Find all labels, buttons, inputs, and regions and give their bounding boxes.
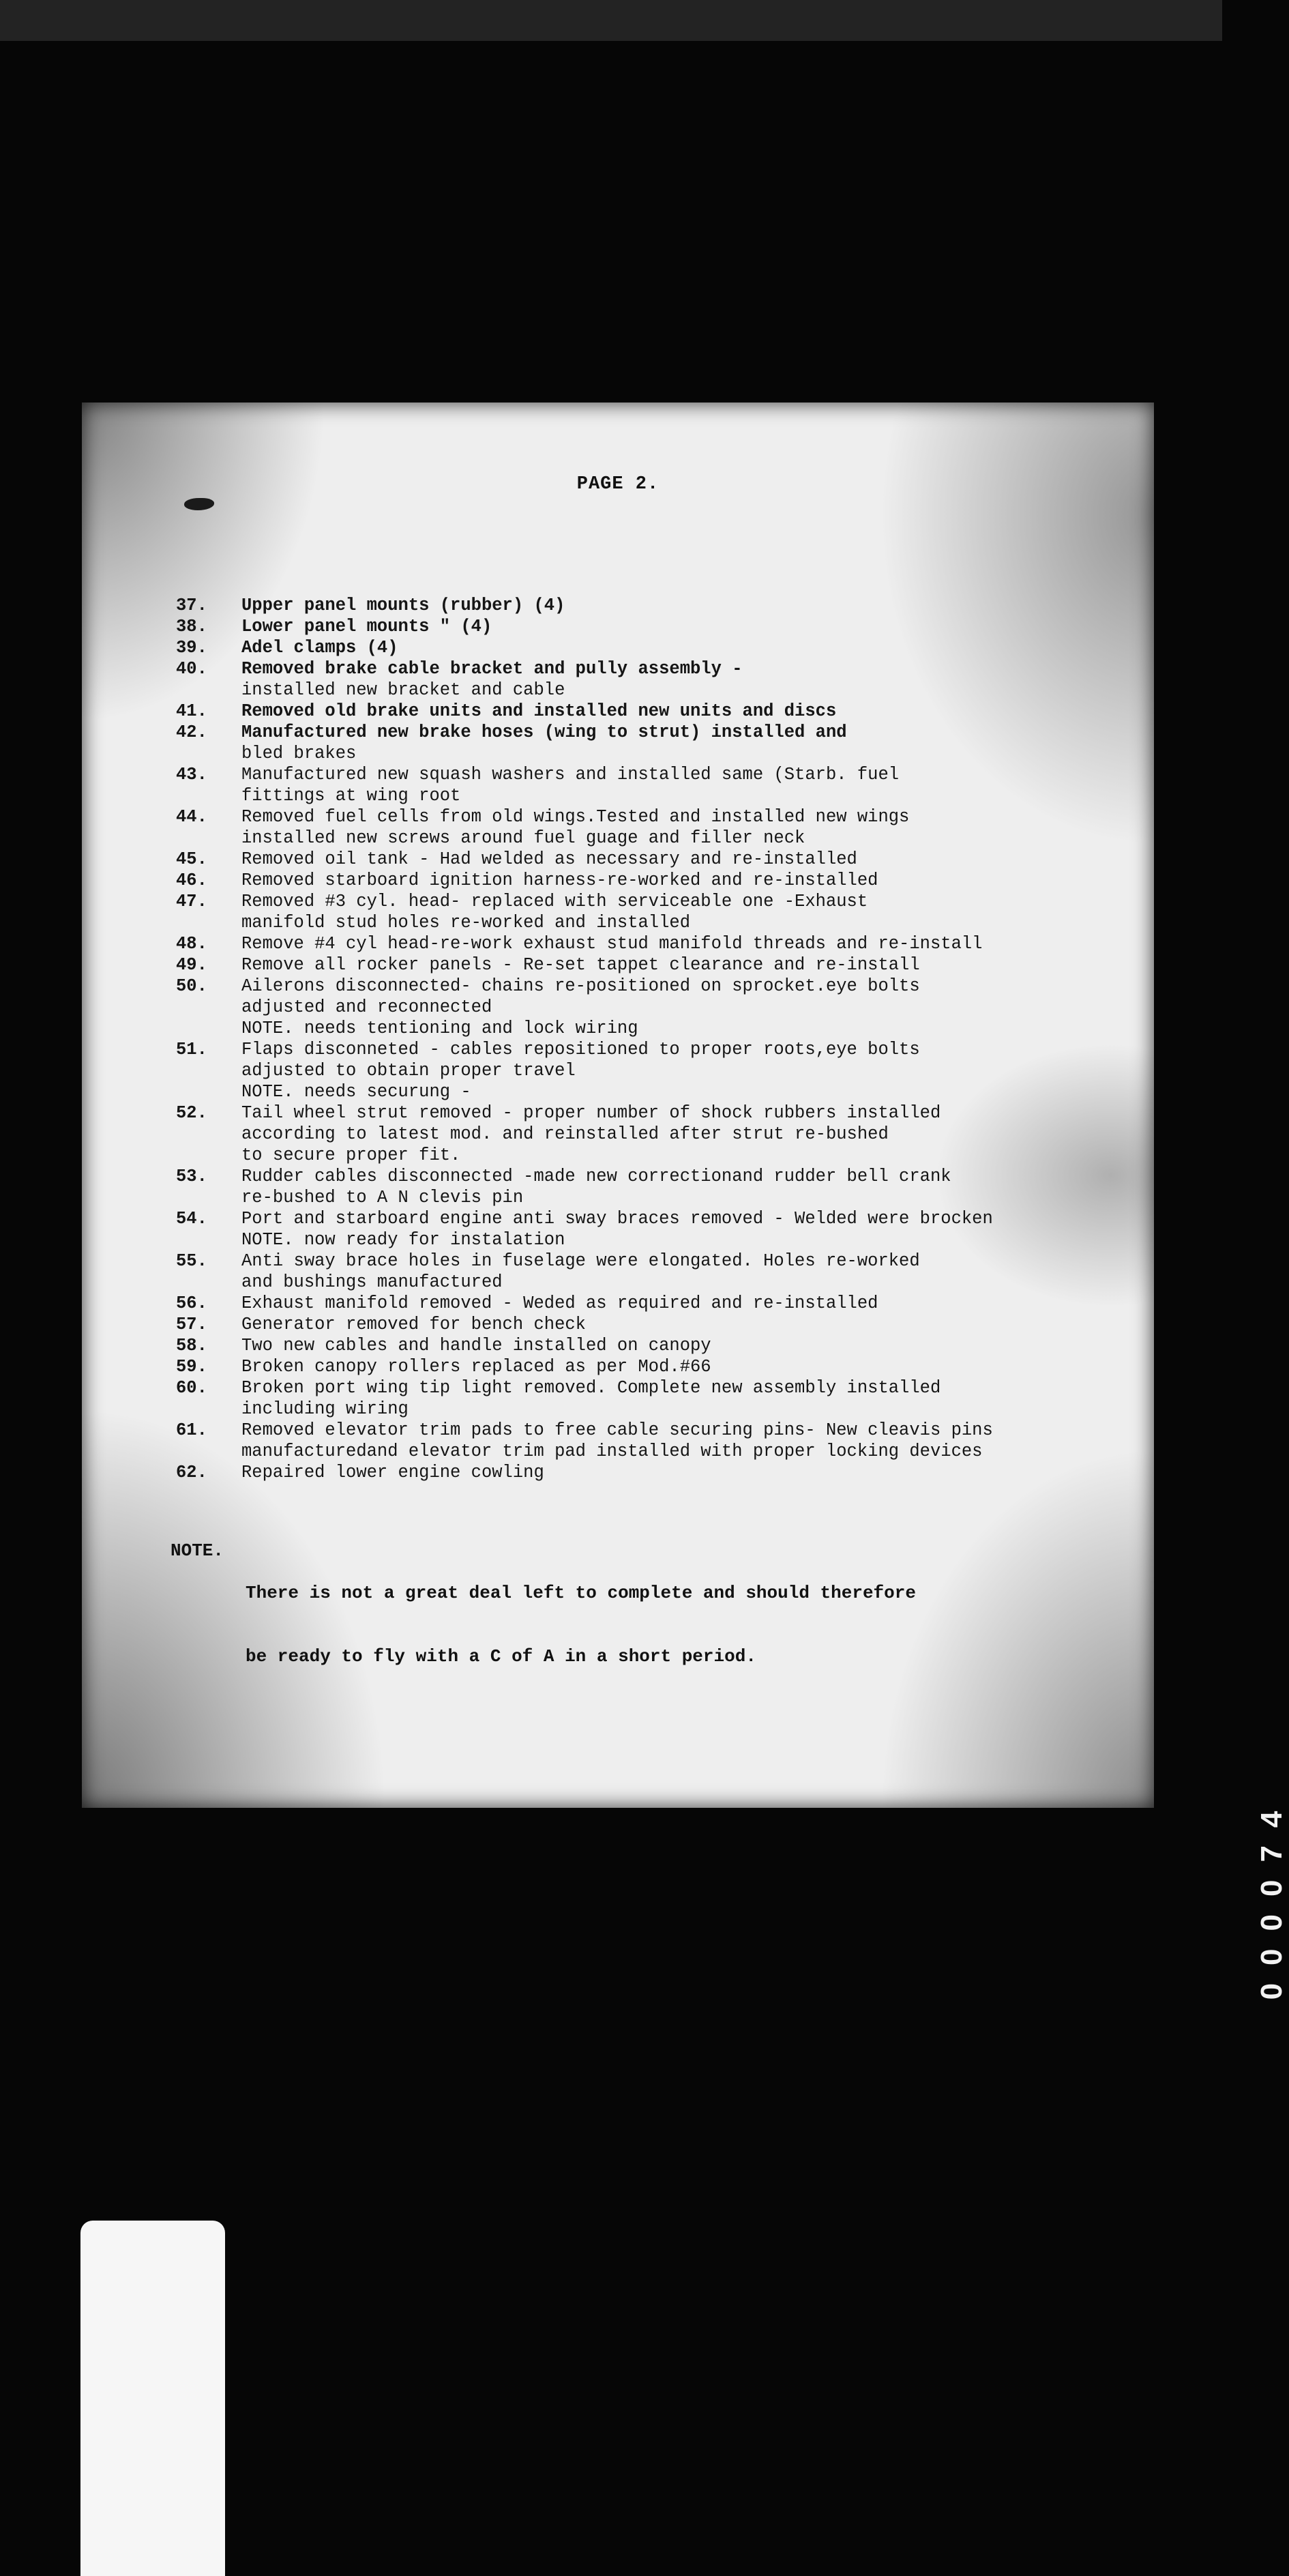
item-number: 55. — [176, 1251, 207, 1271]
item-number: 57. — [176, 1315, 207, 1334]
work-item — [176, 891, 1131, 933]
item-line: Upper panel mounts (rubber) (4) — [241, 596, 565, 615]
item-line: Port and starboard engine anti sway braces removed - Welded were brocken — [241, 1209, 993, 1229]
item-number: 47. — [176, 892, 207, 911]
item-number: 38. — [176, 617, 207, 636]
work-item — [176, 1420, 1131, 1462]
closing-note — [171, 1540, 1125, 1710]
item-line: re-bushed to A N clevis pin — [241, 1188, 524, 1208]
item-text — [241, 1208, 1131, 1250]
item-text — [241, 1039, 1131, 1102]
item-text — [241, 1166, 1131, 1208]
page-title: PAGE 2. — [576, 474, 660, 495]
item-line: including wiring — [241, 1399, 409, 1419]
work-item — [176, 658, 1131, 701]
item-line: Repaired lower engine cowling — [241, 1463, 544, 1482]
work-items-list — [176, 595, 1131, 1483]
item-text — [241, 764, 1131, 806]
item-line: fittings at wing root — [241, 786, 461, 806]
item-line: Ailerons disconnected- chains re-positioned on sprocket.eye bolts — [241, 976, 920, 996]
item-text — [241, 1314, 1131, 1335]
item-line: and bushings manufactured — [241, 1272, 503, 1292]
item-line: Manufactured new brake hoses (wing to strut) installed and — [241, 722, 847, 742]
work-item — [176, 764, 1131, 806]
item-line: Adel clamps (4) — [241, 638, 398, 658]
work-item — [176, 933, 1131, 954]
item-line: Remove all rocker panels - Re-set tappet clearance and re-install — [241, 955, 920, 975]
item-line: Flaps disconneted - cables repositioned to proper roots,eye bolts — [241, 1040, 920, 1059]
item-text — [241, 701, 1131, 722]
item-line: Broken canopy rollers replaced as per Mod.#66 — [241, 1357, 711, 1377]
item-line: Tail wheel strut removed - proper number of shock rubbers installed — [241, 1103, 941, 1123]
work-item — [176, 701, 1131, 722]
work-item — [176, 976, 1131, 1039]
item-text — [241, 616, 1131, 637]
item-line: Generator removed for bench check — [241, 1315, 586, 1334]
item-number: 41. — [176, 701, 207, 721]
item-number: 62. — [176, 1463, 207, 1482]
item-number: 49. — [176, 955, 207, 975]
work-item — [176, 1335, 1131, 1356]
film-frame-number-text: 000074 — [1255, 1793, 1288, 2000]
item-line: Removed brake cable bracket and pully assembly - — [241, 659, 743, 679]
work-item — [176, 1462, 1131, 1483]
item-number: 52. — [176, 1103, 207, 1123]
work-item — [176, 954, 1131, 976]
item-number: 51. — [176, 1040, 207, 1059]
item-line: bled brakes — [241, 744, 357, 763]
work-item — [176, 637, 1131, 658]
item-line: Remove #4 cyl head-re-work exhaust stud manifold threads and re-install — [241, 934, 983, 954]
item-text — [241, 1293, 1131, 1314]
work-item — [176, 1356, 1131, 1377]
item-number: 56. — [176, 1293, 207, 1313]
item-line: Removed oil tank - Had welded as necessary and re-installed — [241, 849, 857, 869]
item-line: to secure proper fit. — [241, 1145, 461, 1165]
item-text — [241, 722, 1131, 764]
item-number: 44. — [176, 807, 207, 827]
item-number: 46. — [176, 870, 207, 890]
item-line: Broken port wing tip light removed. Complete new assembly installed — [241, 1378, 941, 1398]
item-text — [241, 954, 1131, 976]
item-line: Removed fuel cells from old wings.Tested and installed new wings — [241, 807, 910, 827]
item-number: 53. — [176, 1167, 207, 1186]
ink-blot — [184, 498, 214, 510]
item-line: Anti sway brace holes in fuselage were elongated. Holes re-worked — [241, 1251, 920, 1271]
item-text — [241, 637, 1131, 658]
item-text — [241, 595, 1131, 616]
item-line: Removed old brake units and installed new units and discs — [241, 701, 837, 721]
item-text — [241, 1250, 1131, 1293]
work-item — [176, 1102, 1131, 1166]
item-number: 50. — [176, 976, 207, 996]
film-leader-mark — [80, 2221, 225, 2576]
item-line: installed new screws around fuel guage and filler neck — [241, 828, 805, 848]
item-text — [241, 806, 1131, 849]
work-item — [176, 1293, 1131, 1314]
item-text — [241, 1462, 1131, 1483]
document-page — [82, 402, 1154, 1808]
work-item — [176, 616, 1131, 637]
item-number: 45. — [176, 849, 207, 869]
item-line: Removed elevator trim pads to free cable securing pins- New cleavis pins — [241, 1420, 993, 1440]
item-line: Lower panel mounts " (4) — [241, 617, 492, 636]
item-text — [241, 658, 1131, 701]
item-line: NOTE. needs securung - — [241, 1082, 471, 1102]
item-number: 42. — [176, 722, 207, 742]
item-line: Two new cables and handle installed on canopy — [241, 1336, 711, 1356]
item-line: NOTE. now ready for instalation — [241, 1230, 565, 1250]
item-number: 59. — [176, 1357, 207, 1377]
work-item — [176, 1166, 1131, 1208]
work-item — [176, 1250, 1131, 1293]
item-number: 58. — [176, 1336, 207, 1356]
item-line: manufacturedand elevator trim pad installed with proper locking devices — [241, 1441, 983, 1461]
item-text — [241, 933, 1131, 954]
item-text — [241, 1335, 1131, 1356]
item-text — [241, 891, 1131, 933]
note-line: There is not a great deal left to complete and should therefore — [246, 1583, 916, 1603]
item-line: Removed #3 cyl. head- replaced with serviceable one -Exhaust — [241, 892, 868, 911]
work-item — [176, 806, 1131, 849]
item-text — [241, 849, 1131, 870]
item-line: Manufactured new squash washers and installed same (Starb. fuel — [241, 765, 900, 785]
item-text — [241, 1377, 1131, 1420]
item-line: NOTE. needs tentioning and lock wiring — [241, 1019, 638, 1038]
item-number: 37. — [176, 596, 207, 615]
item-text — [241, 976, 1131, 1039]
work-item — [176, 849, 1131, 870]
item-text — [241, 1102, 1131, 1166]
film-frame-number — [1153, 1774, 1288, 2019]
work-item — [176, 1377, 1131, 1420]
item-line: installed new bracket and cable — [241, 680, 565, 700]
note-text — [246, 1540, 1125, 1710]
work-item — [176, 722, 1131, 764]
item-line: adjusted to obtain proper travel — [241, 1061, 576, 1081]
note-label: NOTE. — [171, 1540, 224, 1561]
item-number: 48. — [176, 934, 207, 954]
item-text — [241, 870, 1131, 891]
work-item — [176, 1039, 1131, 1102]
note-line: be ready to fly with a C of A in a short period. — [246, 1646, 756, 1667]
item-number: 43. — [176, 765, 207, 785]
item-number: 60. — [176, 1378, 207, 1398]
item-line: manifold stud holes re-worked and installed — [241, 913, 691, 933]
item-number: 61. — [176, 1420, 207, 1440]
item-text — [241, 1420, 1131, 1462]
item-number: 54. — [176, 1209, 207, 1229]
item-number: 40. — [176, 659, 207, 679]
item-number: 39. — [176, 638, 207, 658]
item-line: Rudder cables disconnected -made new correctionand rudder bell crank — [241, 1167, 951, 1186]
item-line: according to latest mod. and reinstalled after strut re-bushed — [241, 1124, 889, 1144]
work-item — [176, 870, 1131, 891]
item-line: adjusted and reconnected — [241, 997, 492, 1017]
work-item — [176, 1208, 1131, 1250]
work-item — [176, 595, 1131, 616]
item-text — [241, 1356, 1131, 1377]
item-line: Exhaust manifold removed - Weded as required and re-installed — [241, 1293, 878, 1313]
work-item — [176, 1314, 1131, 1335]
film-strip-top — [0, 0, 1222, 41]
item-line: Removed starboard ignition harness-re-worked and re-installed — [241, 870, 878, 890]
